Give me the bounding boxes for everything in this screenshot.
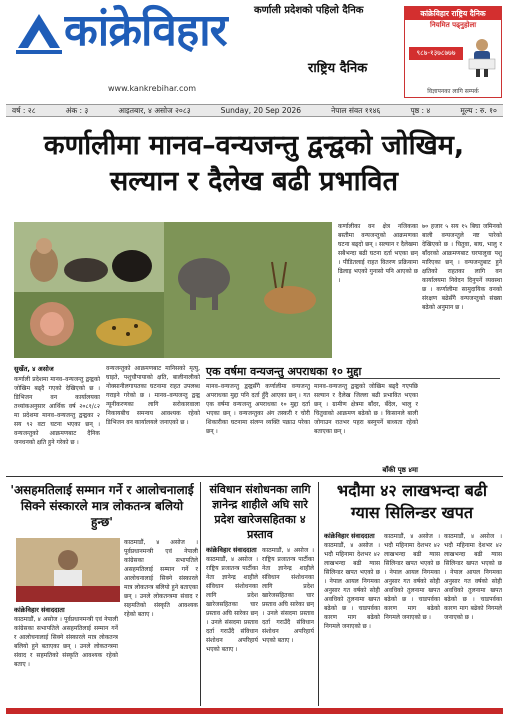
story4-headline[interactable]: भदौमा ४२ लाखभन्दा बढी ग्यास सिलिन्डर खपत <box>336 481 488 522</box>
wildlife-photo-collage <box>14 222 332 358</box>
lead-column-3: मानव–वन्यजन्तु द्वन्द्वको जोखिम बढ्दै गएपछि सल्यान र दैलेख जिल्ला बढी प्रभावित भएका छन् । ग्रामीण क्षेत्रमा बाँदर, बँदेल, भालु र चितुवाको आक्रमण बढेको छ । किसानले बाली जोगाउन रातभर पहरा बस्नुपर्ने बाध्यता रहेको बताएका छन् । <box>314 383 418 435</box>
issue-number: अंक : ३ <box>65 105 89 115</box>
story4-byline: कांक्रेविहार संवाददाता <box>324 532 375 540</box>
lead-byline: सुर्खेत, ४ असोज <box>14 365 54 373</box>
masthead-tagline: कर्णाली प्रदेशको पहिलो दैनिक <box>254 5 364 16</box>
story2-column-b: काठमाडौं, ४ असोज । पूर्वप्रधानमन्त्री एवं नेपाली कांग्रेसका सभापतिले असहमतिलाई सम्मान गर्ने र आलोचनालाई सिक्ने संस्कारले मात्र लोकतन्त्र बलियो हुने बताएका छन् । उनले लोकतन्त्रमा संवाद र सहमतिको संस्कृति आवश्यक रहेको बताए । <box>124 539 198 618</box>
reader-figure-icon <box>465 37 499 77</box>
lead-box-title: एक वर्षमा वन्यजन्तु अपराधका १० मुद्दा <box>206 365 362 378</box>
lead-column-5: ७० हजार ५ सय १५ बिघा जमिनको बाली वन्यजन्तुले नष्ट पारेको देखिएको छ । चितुवा, बाघ, भालु र बाँदरको आक्रमणबाट घरपालुवा पशु मारिएका छन् । वन्यजन्तुबाट हुने क्षतिको राहतका लागि वन कार्यालयमा निवेदन दिनुपर्ने व्यवस्था छ । कर्णालीमा सामुदायिक वनको संरक्षण बढेसँगै वन्यजन्तुको संख्या बढेको अनुमान छ । <box>422 223 502 311</box>
issue-pages: पृष्ठ : ४ <box>410 105 431 115</box>
story4-column-b: काठमाडौं, ४ असोज । भदौ महिनामा देशभर ४२ लाखभन्दा बढी ग्यास सिलिन्डर खपत भएको छ । नेपाल आयल निगमका अनुसार गत वर्षको सोही अवधिको तुलनामा खपत बढेको छ । चाडपर्वका कारण माग बढेको निगमले जनाएको छ । <box>384 533 440 621</box>
story3-column-b: काठमाडौं, ४ असोज । राष्ट्रिय प्रजातन्त्र पार्टीका नेता ज्ञानेन्द्र शाहीले संविधान संशोधनका लागि प्रदेश खारेजसहितका चार प्रस्ताव अघि सारेका छन् । उनले संसदमा प्रस्ताव दर्ता गराउँदै संविधान संशोधन अपरिहार्य भएको बताए । <box>262 547 314 644</box>
masthead-subtitle: राष्ट्रिय दैनिक <box>308 61 368 76</box>
column-rule-2 <box>318 482 319 706</box>
lead-column-4: कर्णालीका वन क्षेत्र नजिकका बस्तीमा वन्यजन्तुको आक्रमणका घटना बढ्दो छन् । सल्यान र दैलेखमा सबैभन्दा बढी घटना दर्ता भएका छन् । पीडितलाई राहत वितरण प्रक्रियामा ढिलाइ भएको गुनासो पनि आएको छ । <box>338 223 418 284</box>
issue-nepal-samvat: नेपाल संवत ११४६ <box>331 105 381 115</box>
story4-body: काठमाडौं, ४ असोज । भदौ महिनामा देशभर ४२ लाखभन्दा बढी ग्यास सिलिन्डर खपत भएको छ । नेपाल आयल निगमका अनुसार गत वर्षको सोही अवधिको तुलनामा खपत बढेको छ । चाडपर्वका कारण माग बढेको निगमले जनाएको छ । <box>324 542 380 630</box>
story3-body: काठमाडौं, ४ असोज । राष्ट्रिय प्रजातन्त्र पार्टीका नेता ज्ञानेन्द्र शाहीले संविधान संशोधनका लागि प्रदेश खारेजसहितका चार प्रस्ताव अघि सारेका छन् । उनले संसदमा प्रस्ताव दर्ता गराउँदै संविधान संशोधन अपरिहार्य भएको बताए । <box>206 556 258 653</box>
lead-headline-line1: कर्णालीमा मानव–वन्यजन्तु द्वन्द्वको जोखिम, <box>43 130 465 161</box>
ad-subtitle: नियमित पढ्नुहोला <box>429 21 477 29</box>
footer-bar <box>6 708 503 714</box>
story2-body: काठमाडौं, ४ असोज । पूर्वप्रधानमन्त्री एवं नेपाली कांग्रेसका सभापतिले असहमतिलाई सम्मान गर्ने र आलोचनालाई सिक्ने संस्कारले मात्र लोकतन्त्र बलियो हुने बताएका छन् । उनले लोकतन्त्रमा संवाद र सहमतिको संस्कृति आवश्यक रहेको बताए । <box>14 616 118 668</box>
column-rule-1 <box>200 482 201 706</box>
ad-box[interactable] <box>404 6 502 98</box>
story4-column-c: काठमाडौं, ४ असोज । भदौ महिनामा देशभर ४२ लाखभन्दा बढी ग्यास सिलिन्डर खपत भएको छ । नेपाल आयल निगमका अनुसार गत वर्षको सोही अवधिको तुलनामा खपत बढेको छ । चाडपर्वका कारण माग बढेको निगमले जनाएको छ । <box>444 533 502 621</box>
ad-phone: ९८७-१३७८७७७ <box>409 47 463 60</box>
lead-headline[interactable] <box>8 128 500 200</box>
lead-column-1: कर्णाली प्रदेशमा मानव–वन्यजन्तु द्वन्द्वको जोखिम बढ्दै गएको देखिएको छ । डिभिजन वन कार्यालयका तथ्यांकअनुसार आर्थिक वर्ष २०८१/८२ मा प्रदेशमा मानव–वन्यजन्तु द्वन्द्वका २ सय ९२ वटा घटना भएका छन् । वन्यजन्तुको आक्रमणबाट दैनिक जनधनको क्षति हुने गरेको छ । <box>14 376 100 446</box>
story2-headline[interactable]: 'असहमतिलाई सम्मान गर्ने र आलोचनालाई सिक्ने संस्कारले मात्र लोकतन्त्र बलियो हुन्छ' <box>10 483 194 529</box>
lead-column-2: वन्यजन्तुको आक्रमणबाट मानिसको मृत्यु, घाइते, पशुचौपायाको क्षति, बालीनालीको नोक्सानीलगायतका घटनामा राहत उपलब्ध गराइने गरेको छ । मानव–वन्यजन्तु द्वन्द्व न्यूनीकरणका लागि सरोकारवाला निकायबीच समन्वय आवश्यक रहेको डिभिजन वन कार्यालयले जनाएको छ । <box>106 365 200 426</box>
issue-year: वर्ष : २८ <box>12 105 36 115</box>
story2-column-a <box>14 606 118 708</box>
story3-headline[interactable]: संविधान संशोधनका लागि ज्ञानेन्द्र शाहीले अघि सारे प्रदेश खारेजसहितका ४ प्रस्ताव <box>209 483 311 541</box>
issue-bs-date: आइतबार, ४ असोज २०८३ <box>118 105 191 115</box>
issue-info-strip <box>6 104 503 117</box>
section-divider <box>6 476 503 477</box>
story3-column-a <box>206 546 258 706</box>
box-rule <box>206 378 500 379</box>
issue-ad-date: Sunday, 20 Sep 2026 <box>220 106 302 115</box>
website-url[interactable]: www.kankrebihar.com <box>108 84 197 93</box>
issue-price: मूल्य : रु. १० <box>460 105 497 115</box>
story2-byline: कांक्रेविहार संवाददाता <box>14 606 65 614</box>
lead-box-column: मानव–वन्यजन्तु द्वन्द्वसँगै कर्णालीमा वन्यजन्तु अपराधका मुद्दा पनि दर्ता हुँदै आएका छन् । गत एक वर्षमा वन्यजन्तु अपराधका १० मुद्दा दर्ता भएका छन् । वन्यजन्तुका अंग तस्करी र चोरी शिकारीका घटनामा संलग्न व्यक्ति पक्राउ परेका छन् । <box>206 383 310 435</box>
story3-byline: कांक्रेविहार संवाददाता <box>206 546 257 554</box>
lead-headline-line2: सल्यान र दैलेख बढी प्रभावित <box>110 166 398 197</box>
speaker-photo <box>16 538 120 602</box>
story4-column-a <box>324 532 380 706</box>
ad-caption: विज्ञापनका लागि सम्पर्क <box>427 88 479 95</box>
lead-continue-link[interactable]: बाँकी पृष्ठ ४मा <box>382 466 418 474</box>
masthead-title: कांक्रेविहार <box>64 5 227 56</box>
ad-title: कांक्रेविहार राष्ट्रिय दैनिक <box>405 7 501 20</box>
newspaper-logo-icon <box>14 10 64 56</box>
